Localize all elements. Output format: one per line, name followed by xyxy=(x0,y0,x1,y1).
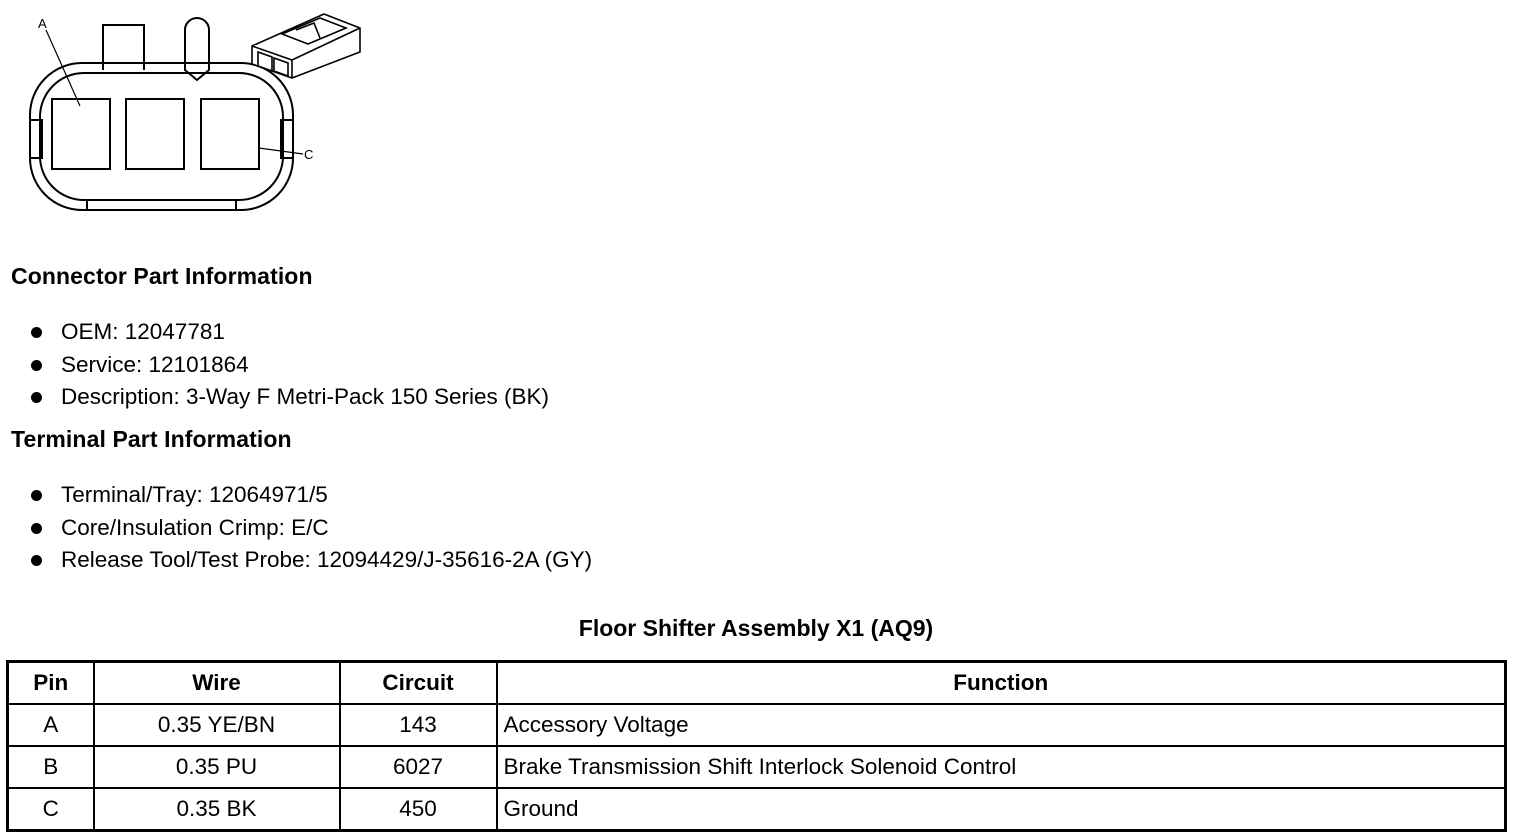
bullet-icon xyxy=(31,490,42,501)
cell-pin: B xyxy=(8,746,94,788)
connector-diagram xyxy=(20,8,370,220)
connector-description: Description: 3-Way F Metri-Pack 150 Series (BK) xyxy=(61,384,550,409)
pinout-table xyxy=(6,660,1507,832)
bullet-icon xyxy=(31,523,42,534)
pin-label-a: A xyxy=(38,16,47,31)
header-function: Function xyxy=(497,662,1506,705)
table-row xyxy=(8,704,1506,746)
header-pin: Pin xyxy=(8,662,94,705)
connector-oem: OEM: 12047781 xyxy=(61,319,225,344)
connector-part-info-heading: Connector Part Information xyxy=(11,263,313,289)
cavity-a xyxy=(52,99,110,169)
bullet-icon xyxy=(31,555,42,566)
cavity-b xyxy=(126,99,184,169)
connector-service: Service: 12101864 xyxy=(61,351,249,377)
cell-wire: 0.35 YE/BN xyxy=(94,704,340,746)
terminal-release-tool: Release Tool/Test Probe: 12094429/J-35616-2A (GY) xyxy=(61,547,593,572)
terminal-crimp: Core/Insulation Crimp: E/C xyxy=(61,514,329,540)
cell-wire: 0.35 PU xyxy=(94,746,340,788)
cell-circuit: 6027 xyxy=(340,746,497,788)
cell-function: Ground xyxy=(497,788,1506,831)
cell-wire: 0.35 BK xyxy=(94,788,340,831)
connector-part-info-list xyxy=(28,316,549,414)
list-item xyxy=(28,544,592,577)
bullet-icon xyxy=(31,327,42,338)
connector-housing-inner xyxy=(40,73,283,200)
cavity-c xyxy=(201,99,259,169)
list-item xyxy=(28,381,549,414)
list-item xyxy=(28,512,592,545)
list-item xyxy=(28,349,549,382)
polarization-key xyxy=(185,18,209,80)
cell-pin: A xyxy=(8,704,94,746)
terminal-tray: Terminal/Tray: 12064971/5 xyxy=(61,482,328,507)
terminal-part-info-list xyxy=(28,479,592,577)
cell-pin: C xyxy=(8,788,94,831)
list-item xyxy=(28,316,549,349)
bullet-icon xyxy=(31,392,42,403)
table-title: Floor Shifter Assembly X1 (AQ9) xyxy=(578,615,934,641)
pin-label-c: C xyxy=(304,147,314,162)
terminal-part-info-heading: Terminal Part Information xyxy=(11,426,292,452)
connector-housing-outer xyxy=(30,63,293,210)
list-item xyxy=(28,479,592,512)
connector-isometric-icon xyxy=(252,14,360,78)
table-row xyxy=(8,746,1506,788)
header-wire: Wire xyxy=(94,662,340,705)
cell-function: Accessory Voltage xyxy=(497,704,1506,746)
table-header-row xyxy=(8,662,1506,705)
header-circuit: Circuit xyxy=(340,662,497,705)
table-row xyxy=(8,788,1506,831)
cell-circuit: 450 xyxy=(340,788,497,831)
bullet-icon xyxy=(31,360,42,371)
cell-function: Brake Transmission Shift Interlock Solenoid Control xyxy=(497,746,1506,788)
cell-circuit: 143 xyxy=(340,704,497,746)
